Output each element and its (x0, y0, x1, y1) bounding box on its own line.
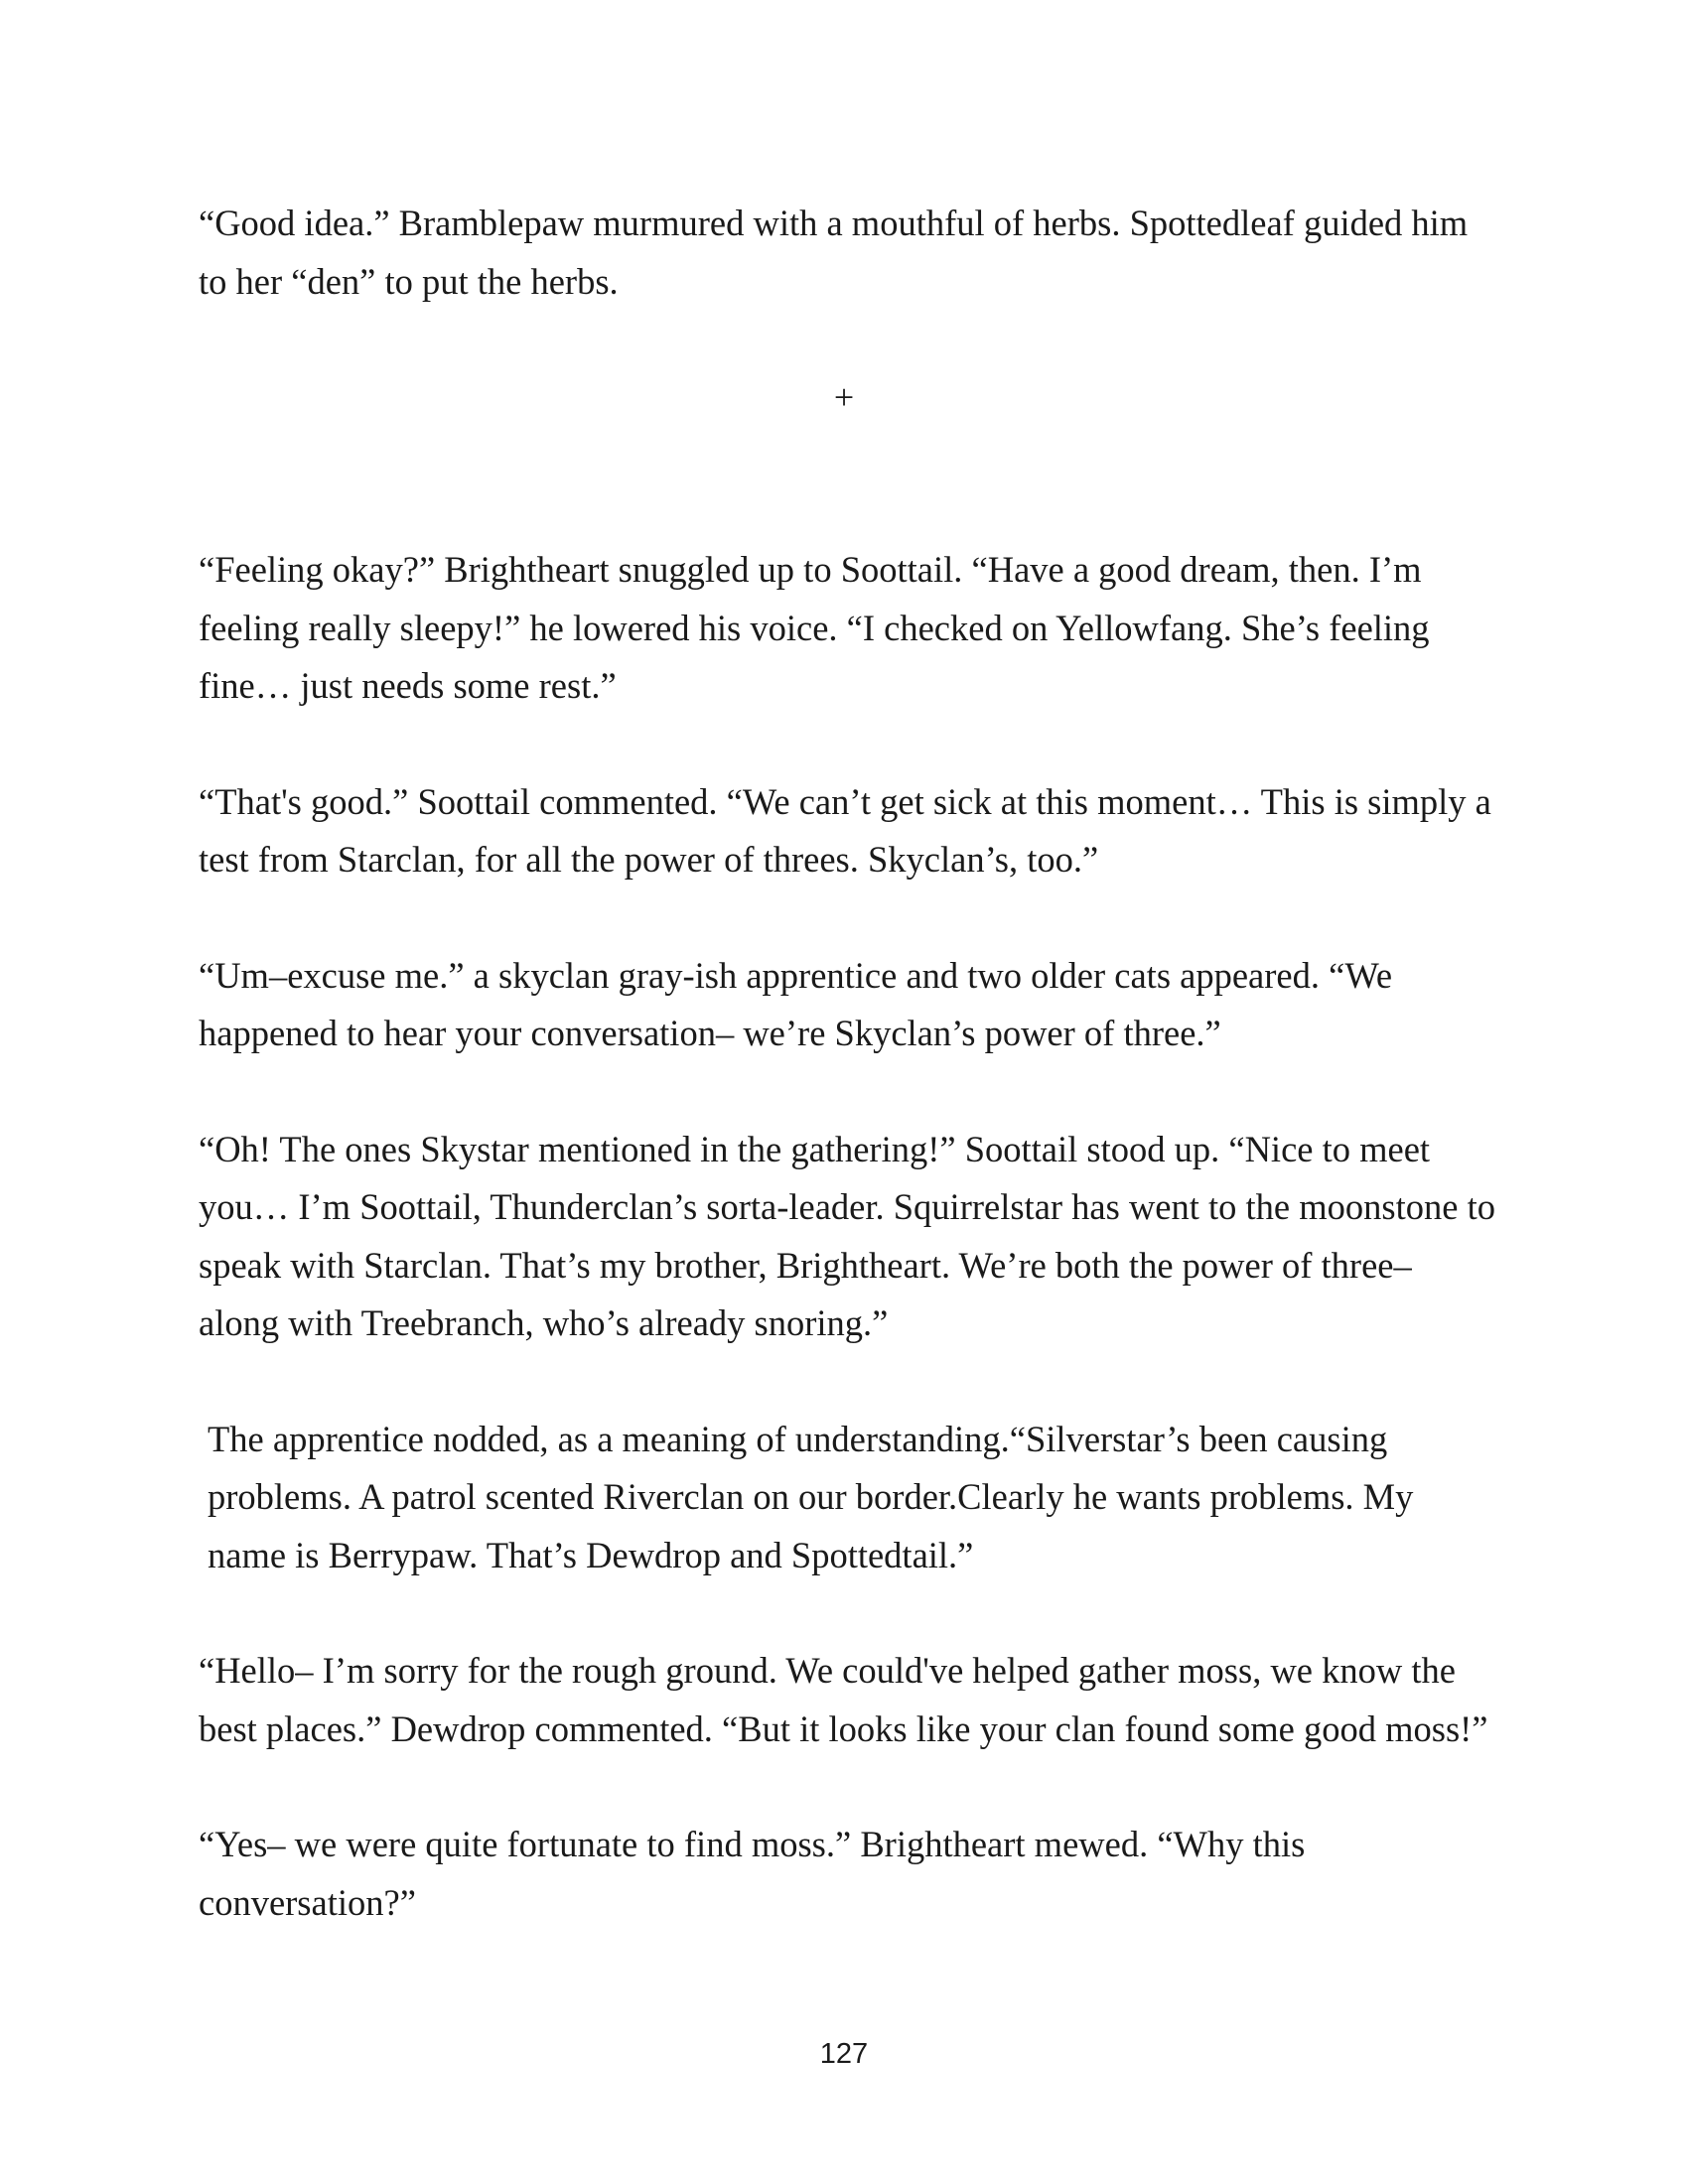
text-block-top (199, 195, 1499, 311)
paragraph: “Hello– I’m sorry for the rough ground. We could've helped gather moss, we know the best places.” Dewdrop commented. “But it looks like your clan found some good moss!” (199, 1650, 1488, 1749)
paragraph: The apprentice nodded, as a meaning of understanding.“Silverstar’s been causing problems. A patrol scented Riverclan on our border.Clearly he wants problems. My name is Berrypaw. That’s Dewdrop and Spottedtail.” (208, 1418, 1414, 1575)
text-block-main (199, 541, 1499, 1932)
paragraph: “Um–excuse me.” a skyclan gray-ish apprentice and two older cats appeared. “We happened to hear your conversation– we’re Skyclan’s power of three.” (199, 954, 1393, 1053)
paragraph: “That's good.” Soottail commented. “We can’t get sick at this moment… This is simply a test from Starclan, for all the power of threes. Skyclan’s, too.” (199, 780, 1491, 880)
paragraph: “Good idea.” Bramblepaw murmured with a mouthful of herbs. Spottedleaf guided him to her “den” to put the herbs. (199, 203, 1469, 302)
paragraph: “Feeling okay?” Brightheart snuggled up to Soottail. “Have a good dream, then. I’m feeling really sleepy!” he lowered his voice. “I checked on Yellowfang. She’s feeling fine… just needs some rest.” (199, 549, 1430, 706)
paragraph: “Yes– we were quite fortunate to find moss.” Brightheart mewed. “Why this conversation?” (199, 1824, 1306, 1923)
page-number: 127 (819, 2038, 869, 2070)
paragraph: “Oh! The ones Skystar mentioned in the gathering!” Soottail stood up. “Nice to meet you… I’m Soottail, Thunderclan’s sorta-leader. Squirrelstar has went to the moonstone to speak with Starclan. That’s my brother, Brightheart. We’re both the power of three– along with Treebranch, who’s already snoring.” (199, 1128, 1495, 1343)
scene-break-marker: + (833, 377, 855, 417)
